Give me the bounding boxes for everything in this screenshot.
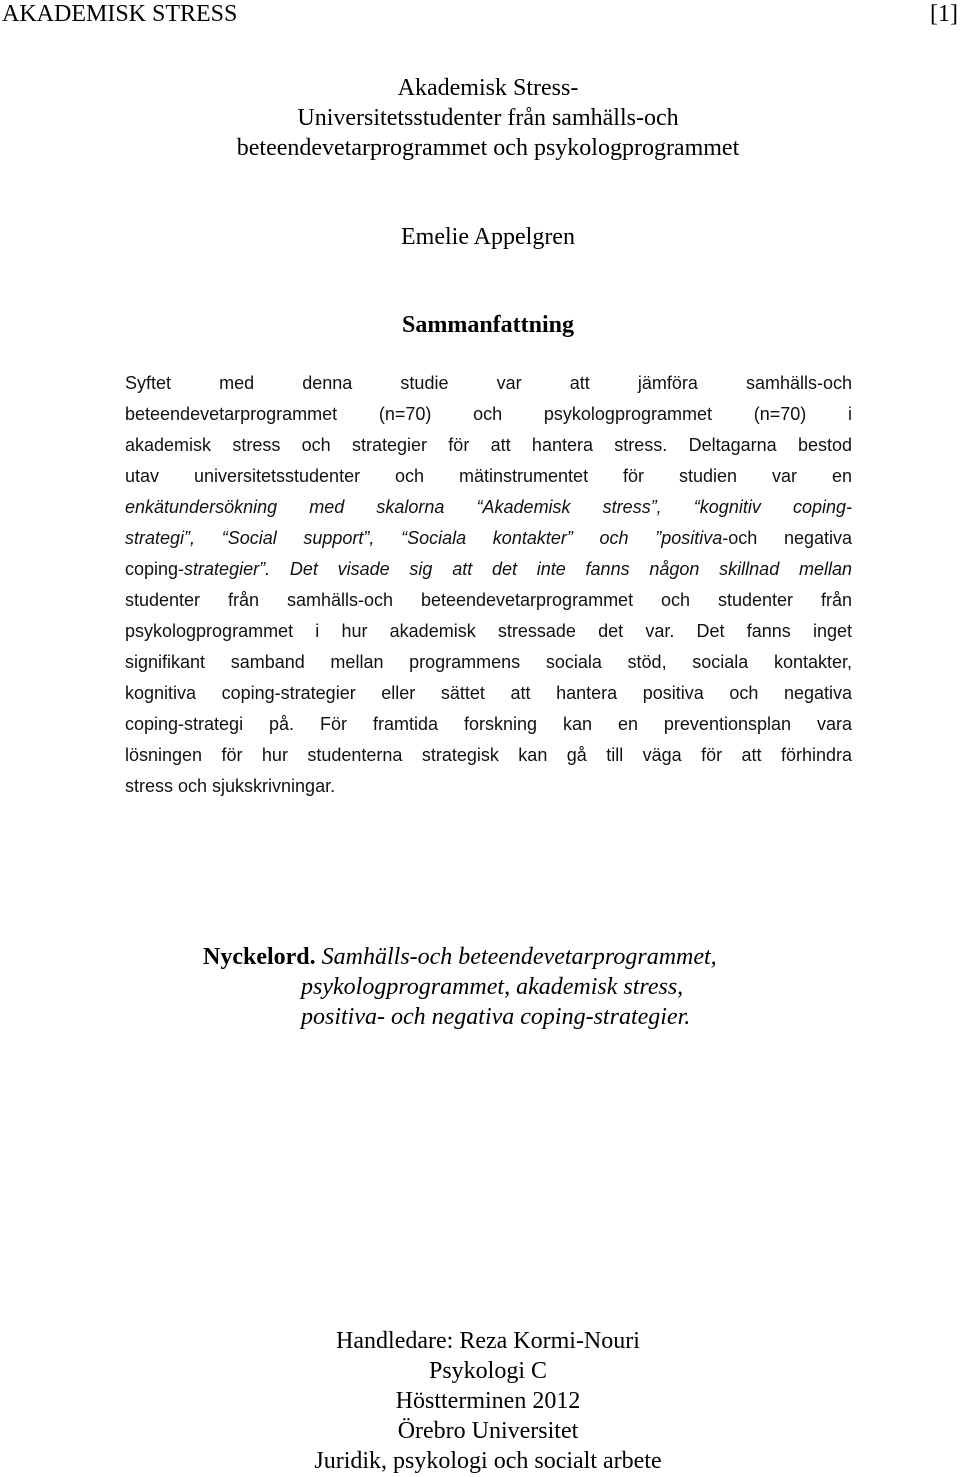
university: Örebro Universitet: [397, 1418, 579, 1444]
abstract-line: akademisk stress och strategier för att hantera stress. Deltagarna bestod: [125, 435, 852, 455]
abstract-line: utav universitetsstudenter och mätinstrumentet för studien var en: [125, 466, 852, 486]
abstract-line: signifikant samband mellan programmens sociala stöd, sociala kontakter,: [125, 652, 852, 672]
keywords: [203, 942, 717, 1032]
abstract-line: [125, 492, 852, 523]
page-number: [1]: [930, 1, 958, 27]
abstract-line: kognitiva coping-strategier eller sättet att hantera positiva och negativa: [125, 683, 852, 703]
abstract-line: lösningen för hur studenterna strategisk kan gå till väga för att förhindra: [125, 745, 852, 765]
keywords-line-2: psykologprogrammet, akademisk stress,: [301, 974, 684, 1000]
supervisor: Handledare: Reza Kormi-Nouri: [336, 1328, 640, 1354]
paper-title: [0, 73, 960, 163]
abstract-text: -och negativa: [722, 528, 852, 548]
title-line-2: Universitetsstudenter från samhälls-och: [297, 105, 679, 131]
title-page-footer: [0, 1326, 960, 1476]
title-line-1: Akademisk Stress-: [397, 75, 579, 101]
keywords-line-1: Samhälls-och beteendevetarprogrammet,: [321, 944, 717, 970]
abstract-italic-text: strategi”, “Social support”, “Sociala kontakter” och ”positiva: [125, 528, 723, 548]
course-name: Psykologi C: [428, 1358, 548, 1384]
abstract-line: coping-strategi på. För framtida forskning kan en preventionsplan vara: [125, 714, 852, 734]
abstract-body: [125, 368, 852, 802]
running-head: AKADEMISK STRESS: [2, 1, 238, 27]
abstract-line: stress och sjukskrivningar.: [125, 776, 336, 796]
keywords-line-3: positiva- och negativa coping-strategier.: [301, 1004, 691, 1030]
keywords-label: Nyckelord.: [203, 944, 316, 970]
abstract-line: beteendevetarprogrammet (n=70) och psykologprogrammet (n=70) i: [125, 404, 852, 424]
term: Höstterminen 2012: [395, 1388, 581, 1414]
abstract-italic-text: enkätundersökning med skalorna “Akademisk stress”, “kognitiv coping-: [125, 497, 852, 517]
abstract-line: [125, 523, 852, 554]
school: Juridik, psykologi och socialt arbete: [314, 1448, 662, 1474]
author-name: Emelie Appelgren: [401, 224, 575, 250]
title-line-3: beteendevetarprogrammet och psykologprogrammet: [236, 135, 740, 161]
abstract-italic-text: strategier”. Det visade sig att det inte fanns någon skillnad mellan: [184, 559, 852, 579]
abstract-line: Syftet med denna studie var att jämföra samhälls-och: [125, 373, 852, 393]
abstract-line: studenter från samhälls-och beteendevetarprogrammet och studenter från: [125, 590, 852, 610]
abstract-text: coping-: [125, 559, 185, 579]
abstract-line: psykologprogrammet i hur akademisk stressade det var. Det fanns inget: [125, 621, 852, 641]
abstract-heading: Sammanfattning: [401, 312, 575, 338]
abstract-line: [125, 554, 852, 585]
